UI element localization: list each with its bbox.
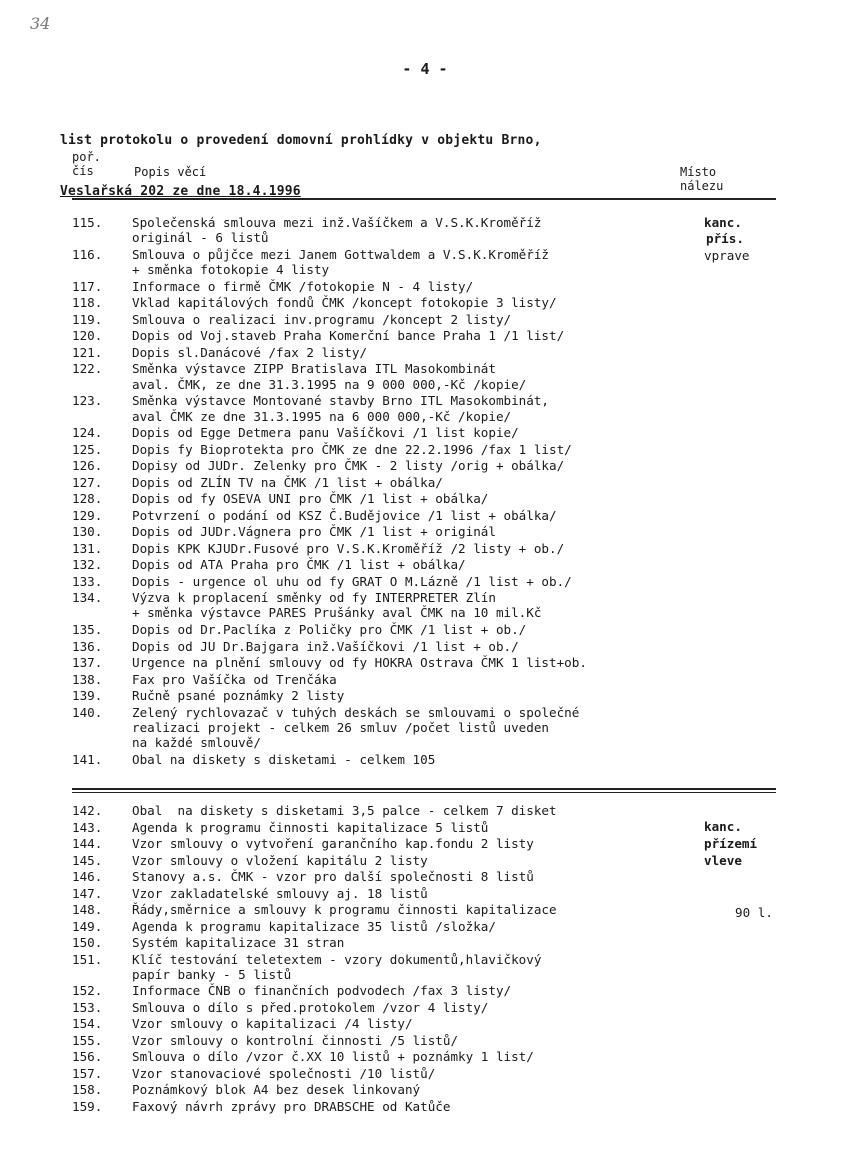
item-text: Agenda k programu činnosti kapitalizace 5 listů — [132, 819, 489, 835]
item-text: Vzor zakladatelské smlouvy aj. 18 listů — [132, 885, 428, 901]
item-number: 153. — [72, 999, 103, 1015]
item-text: Klíč testování teletextem - vzory dokumentů,hlavičkový — [132, 951, 542, 967]
item-text: Dopis od Egge Detmera panu Vašíčkovi /1 list kopie/ — [132, 425, 519, 441]
item-text: + směnka výstavce PARES Prušánky aval ČMK na 10 mil.Kč — [132, 605, 542, 621]
item-text: Smlouva o dílo /vzor č.XX 10 listů + poznámky 1 list/ — [132, 1049, 534, 1065]
item-number: 135. — [72, 622, 103, 637]
item-number: 141. — [72, 751, 103, 767]
item-number: 155. — [72, 1032, 103, 1048]
item-text: + směnka fotokopie 4 listy — [132, 262, 330, 278]
item-text: realizaci projekt - celkem 26 smluv /počet listů uveden — [132, 719, 550, 735]
item-number: 123. — [72, 393, 103, 409]
item-text: Urgence na plnění smlouvy od fy HOKRA Ostrava ČMK 1 list+ob. — [132, 655, 587, 670]
item-number: 132. — [72, 557, 103, 573]
item-number: 122. — [72, 361, 103, 377]
item-text: Agenda k programu kapitalizace 35 listů /složka/ — [132, 918, 496, 934]
item-number: 120. — [72, 328, 103, 344]
item-number: 115. — [72, 215, 103, 230]
location-office-b3: vleve — [704, 853, 742, 868]
location-office-b1: kanc. — [704, 819, 742, 834]
item-number: 130. — [72, 524, 103, 540]
item-number: 138. — [72, 671, 103, 687]
item-text: Dopis KPK KJUDr.Fusové pro V.S.K.Kroměříž /2 listy + ob./ — [132, 540, 565, 556]
item-number: 118. — [72, 295, 103, 311]
corner-handwritten-mark: 34 — [30, 14, 51, 33]
item-number: 139. — [72, 688, 103, 703]
item-number: 150. — [72, 935, 103, 950]
item-text: aval ČMK ze dne 31.3.1995 na 6 000 000,-Kč /kopie/ — [132, 408, 512, 424]
item-number: 121. — [72, 344, 103, 360]
item-number: 151. — [72, 951, 103, 967]
item-text: Směnka výstavce ZIPP Bratislava ITL Masokombinát — [132, 361, 496, 377]
item-text: Výzva k proplacení směnky od fy INTERPRETER Zlín — [132, 590, 496, 606]
item-text: Smlouva o realizaci inv.programu /koncept 2 listy/ — [132, 311, 512, 327]
item-number: 117. — [72, 278, 103, 294]
item-text: Vklad kapitálových fondů ČMK /koncept fotokopie 3 listy/ — [132, 295, 557, 311]
item-text: Vzor smlouvy o kapitalizaci /4 listy/ — [132, 1016, 413, 1032]
item-number: 143. — [72, 819, 103, 835]
header-column-location: Místo nálezu — [680, 165, 724, 193]
item-text: Dopis od fy OSEVA UNI pro ČMK /1 list + obálka/ — [132, 491, 489, 507]
item-148-count: 90 l. — [735, 905, 773, 920]
item-text: Stanovy a.s. ČMK - vzor pro další společnosti 8 listů — [132, 869, 534, 884]
item-text: aval. ČMK, ze dne 31.3.1995 na 9 000 000,-Kč /kopie/ — [132, 376, 527, 392]
item-text: Dopis od ZLÍN TV na ČMK /1 list + obálka/ — [132, 474, 443, 490]
page-number: - 4 - — [402, 60, 448, 78]
item-text: Dopis - urgence ol uhu od fy GRAT O M.Lázně /1 list + ob./ — [132, 573, 572, 589]
item-text: Dopis od Dr.Paclíka z Poličky pro ČMK /1 list + ob./ — [132, 622, 527, 637]
item-text: Dopis od Voj.staveb Praha Komerční bance Praha 1 /1 list/ — [132, 328, 565, 344]
section-divider-rule-thin — [72, 792, 776, 793]
item-number: 129. — [72, 507, 103, 523]
item-number: 128. — [72, 491, 103, 507]
item-text: Obal na diskety s disketami 3,5 palce - celkem 7 disket — [132, 803, 557, 818]
item-number: 146. — [72, 869, 103, 884]
item-text: Systém kapitalizace 31 stran — [132, 935, 345, 950]
item-text: Dopis sl.Danácové /fax 2 listy/ — [132, 344, 368, 360]
item-number: 156. — [72, 1049, 103, 1065]
item-number: 125. — [72, 441, 103, 457]
item-text: Dopis od JUDr.Vágnera pro ČMK /1 list + originál — [132, 524, 496, 540]
item-number: 131. — [72, 540, 103, 556]
section-divider-rule — [72, 788, 776, 790]
item-number: 152. — [72, 983, 103, 999]
item-number: 148. — [72, 902, 103, 917]
item-text: Informace o firmě ČMK /fotokopie N - 4 listy/ — [132, 278, 474, 294]
item-number: 127. — [72, 474, 103, 490]
item-text: Dopis od ATA Praha pro ČMK /1 list + obálka/ — [132, 557, 466, 573]
item-text: Zelený rychlovazač v tuhých deskách se smlouvami o společné — [132, 704, 580, 720]
item-text: Vzor stanovaciové společnosti /10 listů/ — [132, 1065, 436, 1081]
item-number: 149. — [72, 918, 103, 934]
header-rule — [72, 198, 776, 200]
item-text: papír banky - 5 listů — [132, 966, 292, 982]
header-column-number: poř. čís — [72, 150, 101, 178]
title-line-2: Veslařská 202 ze dne 18.4.1996 — [60, 184, 301, 199]
item-text: Obal na diskety s disketami - celkem 105 — [132, 751, 436, 767]
item-text: Smlouva o půjčce mezi Janem Gottwaldem a V.S.K.Kroměříž — [132, 246, 550, 262]
location-office-1: kanc. — [704, 215, 742, 230]
item-number: 136. — [72, 638, 103, 654]
item-text: Poznámkový blok A4 bez desek linkovaný — [132, 1082, 421, 1098]
item-text: Fax pro Vašíčka od Trenčáka — [132, 671, 337, 687]
item-number: 134. — [72, 590, 103, 606]
item-text: Směnka výstavce Montované stavby Brno ITL Masokombinát, — [132, 393, 550, 409]
item-number: 144. — [72, 836, 103, 851]
location-office-b2: přízemí — [704, 836, 758, 851]
document-title — [60, 98, 542, 234]
item-number: 119. — [72, 311, 103, 327]
item-text: Dopisy od JUDr. Zelenky pro ČMK - 2 listy /orig + obálka/ — [132, 458, 565, 474]
item-text: Potvrzení o podání od KSZ Č.Budějovice /1 list + obálka/ — [132, 507, 557, 523]
item-number: 126. — [72, 458, 103, 474]
item-text: Vzor smlouvy o kontrolní činnosti /5 listů/ — [132, 1032, 459, 1048]
location-office-3: vprave — [704, 248, 750, 263]
item-number: 154. — [72, 1016, 103, 1032]
item-text: Vzor smlouvy o vytvoření garančního kap.fondu 2 listy — [132, 836, 534, 851]
item-number: 133. — [72, 573, 103, 589]
item-number: 159. — [72, 1098, 103, 1114]
item-number: 137. — [72, 655, 103, 670]
item-text: Smlouva o dílo s před.protokolem /vzor 4 listy/ — [132, 999, 489, 1015]
item-text: Dopis fy Bioprotekta pro ČMK ze dne 22.2.1996 /fax 1 list/ — [132, 441, 572, 457]
item-number: 158. — [72, 1082, 103, 1098]
item-text: Dopis od JU Dr.Bajgara inž.Vašíčkovi /1 list + ob./ — [132, 638, 519, 654]
item-number: 116. — [72, 246, 103, 262]
item-number: 140. — [72, 704, 103, 720]
item-number: 157. — [72, 1065, 103, 1081]
item-text: Vzor smlouvy o vložení kapitálu 2 listy — [132, 852, 428, 868]
item-text: Společenská smlouva mezi inž.Vašíčkem a V.S.K.Kroměříž — [132, 215, 542, 230]
location-office-2: přís. — [706, 231, 744, 246]
title-line-1: list protokolu o provedení domovní prohlídky v objektu Brno, — [60, 133, 542, 148]
item-text: Řády,směrnice a smlouvy k programu činnosti kapitalizace — [132, 902, 557, 917]
item-text: originál - 6 listů — [132, 230, 269, 246]
item-number: 145. — [72, 852, 103, 868]
item-number: 147. — [72, 885, 103, 901]
item-text: na každé smlouvě/ — [132, 735, 261, 751]
header-column-description: Popis věcí — [134, 165, 207, 179]
item-number: 142. — [72, 803, 103, 818]
item-text: Informace ČNB o finančních podvodech /fax 3 listy/ — [132, 983, 512, 999]
item-number: 124. — [72, 425, 103, 441]
item-text: Ručně psané poznámky 2 listy — [132, 688, 345, 703]
item-text: Faxový návrh zprávy pro DRABSCHE od Katůče — [132, 1098, 451, 1114]
